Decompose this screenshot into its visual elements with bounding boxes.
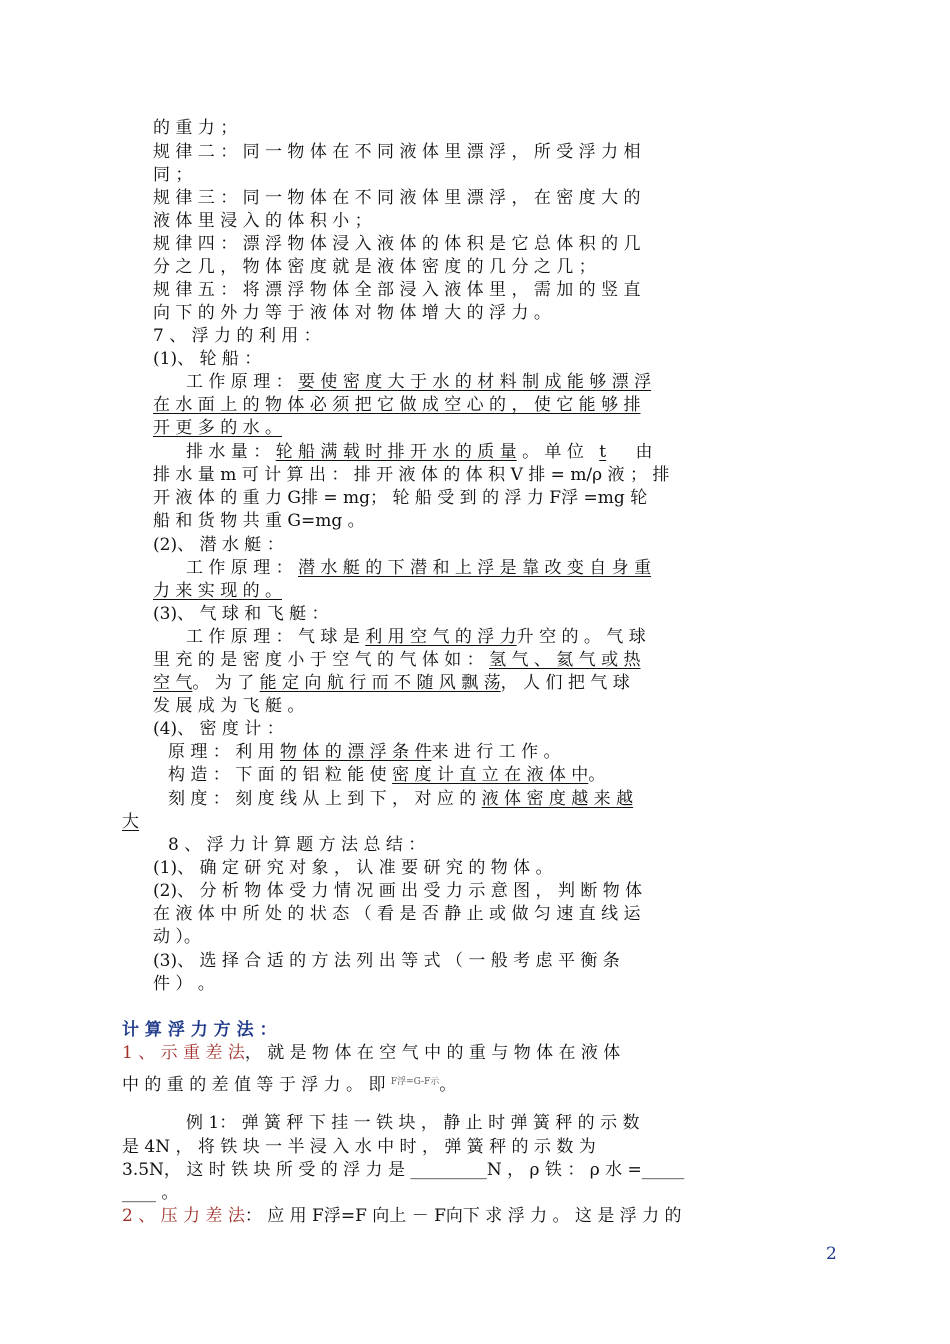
section-heading: 7 、 浮 力 的 利 用 ： bbox=[153, 326, 321, 346]
text: ， 就 是 物 体 在 空 气 中 的 重 与 物 体 在 液 体 bbox=[244, 1043, 621, 1063]
text-line: (1)、 确 定 研 究 对 象 ， 认 准 要 研 究 的 物 体 。 bbox=[153, 858, 553, 878]
page-number: 2 bbox=[826, 1244, 837, 1264]
text: 中 的 重 的 差 值 等 于 浮 力 。 即 bbox=[122, 1075, 386, 1095]
unit-value: t bbox=[599, 442, 607, 462]
underlined-text: 在 水 面 上 的 物 体 必 须 把 它 做 成 空 心 的 ， 使 它 能 够 排 bbox=[153, 395, 641, 415]
underlined-text: 大 bbox=[122, 812, 139, 832]
subsection-heading: (2)、 潜 水 艇 ： bbox=[153, 535, 284, 555]
text-line: 向 下 的 外 力 等 于 液 体 对 物 体 增 大 的 浮 力 。 bbox=[153, 303, 551, 323]
text: 原 理 ： 利 用 bbox=[168, 742, 275, 762]
density-line bbox=[168, 741, 818, 764]
text: 。 为 了 bbox=[192, 673, 255, 693]
label: 工 作 原 理 ： bbox=[186, 558, 293, 578]
density-line bbox=[168, 764, 818, 787]
ship-principle-cont bbox=[153, 394, 818, 417]
text-line: 动 ）。 bbox=[153, 927, 201, 947]
text-line: 规 律 三 ： 同 一 物 体 在 不 同 液 体 里 漂 浮 ， 在 密 度 大 的 bbox=[153, 188, 641, 208]
text: 工 作 原 理 ： 气 球 是 bbox=[186, 627, 360, 647]
ship-principle-cont bbox=[153, 417, 818, 440]
formula-image: F浮=G-F示 bbox=[390, 1077, 440, 1087]
text: ， 人 们 把 气 球 bbox=[500, 673, 630, 693]
method-1-line bbox=[122, 1071, 818, 1094]
text-line: 在 液 体 中 所 处 的 状 态 （ 看 是 否 静 止 或 做 匀 速 直 线 运 bbox=[153, 904, 641, 924]
underlined-text: 液 体 密 度 越 来 越 bbox=[481, 789, 634, 809]
example-line: 是 4N ， 将 铁 块 一 半 浸 入 水 中 时 ， 弹 簧 秤 的 示 数 为 bbox=[122, 1137, 596, 1157]
balloon-line bbox=[153, 672, 818, 695]
text-line: 的 重 力 ； bbox=[153, 118, 238, 138]
ship-principle bbox=[186, 371, 818, 394]
text: 刻 度 ： 刻 度 线 从 上 到 下 ， 对 应 的 bbox=[168, 789, 477, 809]
text-line: 开 液 体 的 重 力 G排 = mg； 轮 船 受 到 的 浮 力 F浮 =mg 轮 bbox=[153, 488, 648, 508]
subsection-heading: (3)、 气 球 和 飞 艇 ： bbox=[153, 604, 329, 624]
text-line: 同 ； bbox=[153, 165, 193, 185]
text-line: (3)、 选 择 合 适 的 方 法 列 出 等 式 （ 一 般 考 虑 平 衡 条 bbox=[153, 951, 620, 971]
underlined-text: 力 来 实 现 的 。 bbox=[153, 581, 283, 601]
sub-principle bbox=[186, 557, 818, 580]
method-label: 2 、 压 力 差 法 bbox=[122, 1206, 245, 1226]
text-line: 液 体 里 浸 入 的 体 积 小 ； bbox=[153, 211, 372, 231]
underlined-text: 轮 船 满 载 时 排 开 水 的 质 量 bbox=[275, 442, 517, 462]
subsection-heading: (1)、 轮 船 ： bbox=[153, 349, 262, 369]
text: 来 进 行 工 作 。 bbox=[431, 742, 561, 762]
text-line: 规 律 四 ： 漂 浮 物 体 浸 入 液 体 的 体 积 是 它 总 体 积 的 几 bbox=[153, 234, 641, 254]
underlined-text: 开 更 多 的 水 。 bbox=[153, 418, 283, 438]
balloon-line bbox=[186, 626, 818, 649]
text-line: 分 之 几 ， 物 体 密 度 就 是 液 体 密 度 的 几 分 之 几 ； bbox=[153, 257, 596, 277]
subsection-heading: (4)、 密 度 计 ： bbox=[153, 719, 284, 739]
example-line: 3.5N， 这 时 铁 块 所 受 的 浮 力 是 _________N ， ρ 铁 ： ρ 水 =_____ bbox=[122, 1160, 685, 1180]
sub-principle-cont bbox=[153, 580, 818, 603]
underlined-text: 能 定 向 航 行 而 不 随 风 飘 荡 bbox=[259, 673, 501, 693]
text-line: 规 律 五 ： 将 漂 浮 物 体 全 部 浸 入 液 体 里 ， 需 加 的 竖 直 bbox=[153, 280, 641, 300]
density-line bbox=[168, 788, 818, 811]
text: 升 空 的 。 气 球 bbox=[516, 627, 646, 647]
ship-displacement bbox=[186, 441, 818, 464]
text-line: 规 律 二 ： 同 一 物 体 在 不 同 液 体 里 漂 浮 ， 所 受 浮 力 相 bbox=[153, 142, 641, 162]
method-label: 1 、 示 重 差 法 bbox=[122, 1043, 245, 1063]
underlined-text: 利 用 空 气 的 浮 力 bbox=[365, 627, 517, 647]
density-line bbox=[122, 811, 818, 834]
method-2-line bbox=[122, 1205, 818, 1228]
text-line: 排 水 量 m 可 计 算 出 ： 排 开 液 体 的 体 积 V 排 = m/ρ 液 ； 排 bbox=[153, 465, 670, 485]
underlined-text: 物 体 的 漂 浮 条 件 bbox=[280, 742, 432, 762]
underlined-text: 潜 水 艇 的 下 潜 和 上 浮 是 靠 改 变 自 身 重 bbox=[298, 558, 652, 578]
text: 里 充 的 是 密 度 小 于 空 气 的 气 体 如 ： bbox=[153, 650, 484, 670]
text: 。 bbox=[439, 1075, 457, 1095]
text-line: 船 和 货 物 共 重 G=mg 。 bbox=[153, 511, 365, 531]
label: 工 作 原 理 ： bbox=[186, 372, 293, 392]
calc-heading: 计 算 浮 力 方 法 ： bbox=[122, 1020, 277, 1040]
underlined-text: 空 气 bbox=[153, 673, 193, 693]
text-line: 发 展 成 为 飞 艇 。 bbox=[153, 696, 305, 716]
text: 。 单 位 bbox=[522, 442, 584, 462]
text-line: 件 ） 。 bbox=[153, 974, 215, 994]
label: 排 水 量 ： bbox=[186, 442, 271, 462]
text: ： 应 用 F浮=F 向上 － F向下 求 浮 力 。 这 是 浮 力 的 bbox=[244, 1206, 682, 1226]
underlined-text: 要 使 密 度 大 于 水 的 材 料 制 成 能 够 漂 浮 bbox=[298, 372, 652, 392]
text-line: (2)、 分 析 物 体 受 力 情 况 画 出 受 力 示 意 图 ， 判 断 物 体 bbox=[153, 881, 643, 901]
example-line: 例 1： 弹 簧 秤 下 挂 一 铁 块 ， 静 止 时 弹 簧 秤 的 示 数 bbox=[186, 1113, 640, 1133]
underlined-text: 氢 气 、 氦 气 或 热 bbox=[489, 650, 641, 670]
underlined-text: 密 度 计 直 立 在 液 体 中 bbox=[392, 765, 589, 785]
method-1-line bbox=[122, 1042, 818, 1065]
text: 由 bbox=[635, 442, 653, 462]
text: 。 bbox=[588, 765, 606, 785]
text: 构 造 ： 下 面 的 铝 粒 能 使 bbox=[168, 765, 387, 785]
section-heading: 8 、 浮 力 计 算 题 方 法 总 结 ： bbox=[168, 835, 426, 855]
example-line: ____ 。 bbox=[122, 1183, 179, 1203]
balloon-line bbox=[153, 649, 818, 672]
